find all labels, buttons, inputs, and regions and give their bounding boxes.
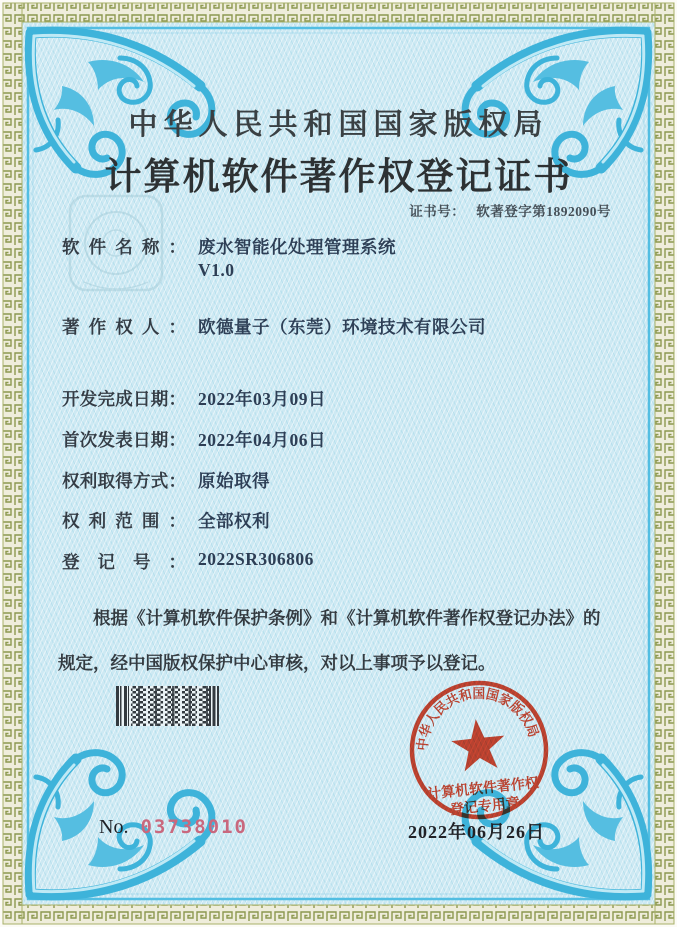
- field-label: 首次发表日期：: [62, 430, 186, 450]
- barcode-stop-pattern: [209, 686, 219, 726]
- serial-prefix: No.: [99, 816, 129, 838]
- issue-date: 2022年06月26日: [408, 822, 545, 842]
- field-value: V1.0: [198, 260, 235, 280]
- field-row-copyright-owner: [62, 314, 486, 339]
- statement-line-2: 规定，经中国版权保护中心审核，对以上事项予以登记。: [58, 653, 496, 673]
- field-label: 权利取得方式：: [62, 471, 186, 491]
- star-icon: [449, 716, 507, 772]
- field-value: 2022SR306806: [198, 549, 314, 569]
- barcode-data-pattern: [129, 686, 209, 726]
- field-row-first-publish-date: [62, 427, 326, 452]
- field-row-dev-complete-date: [62, 386, 326, 411]
- barcode-2d-icon: [116, 686, 219, 726]
- field-value: 全部权利: [198, 511, 270, 531]
- barcode-start-pattern: [116, 686, 129, 726]
- field-row-acquisition-method: [62, 468, 270, 493]
- field-row-software-name: [62, 234, 396, 259]
- field-row-software-version: [198, 260, 235, 281]
- statement-line-1: 根据《计算机软件保护条例》和《计算机软件著作权登记办法》的: [93, 608, 601, 628]
- field-label: 登记号：: [62, 552, 186, 572]
- serial-number: 03738010: [140, 816, 248, 838]
- field-label: 权利范围：: [62, 511, 186, 531]
- field-value: 废水智能化处理管理系统: [198, 237, 396, 257]
- field-value: 原始取得: [198, 471, 270, 491]
- seal-inner-line-2: 登记专用章: [449, 796, 521, 819]
- field-row-rights-scope: [62, 508, 270, 533]
- serial-number-line: [99, 816, 248, 839]
- certificate-number-line: [409, 200, 611, 220]
- issuing-authority-title: 中华人民共和国国家版权局: [128, 109, 549, 141]
- field-value: 2022年04月06日: [198, 430, 326, 450]
- field-label: 著作权人：: [62, 317, 186, 337]
- certificate-title: 计算机软件著作权登记证书: [104, 157, 573, 198]
- field-row-registration-number: [62, 549, 314, 574]
- field-label: 开发完成日期：: [62, 389, 186, 409]
- seal-inner-line-1: 计算机软件著作权: [426, 775, 540, 803]
- field-label: 软件名称：: [62, 237, 186, 257]
- certificate-number-label: 证书号：: [409, 204, 466, 219]
- field-value: 欧德量子（东莞）环境技术有限公司: [198, 317, 486, 337]
- field-value: 2022年03月09日: [198, 389, 326, 409]
- seal-ring-text: 中华人民共和国国家版权局: [414, 686, 542, 752]
- certificate-number-value: 软著登字第1892090号: [476, 204, 611, 219]
